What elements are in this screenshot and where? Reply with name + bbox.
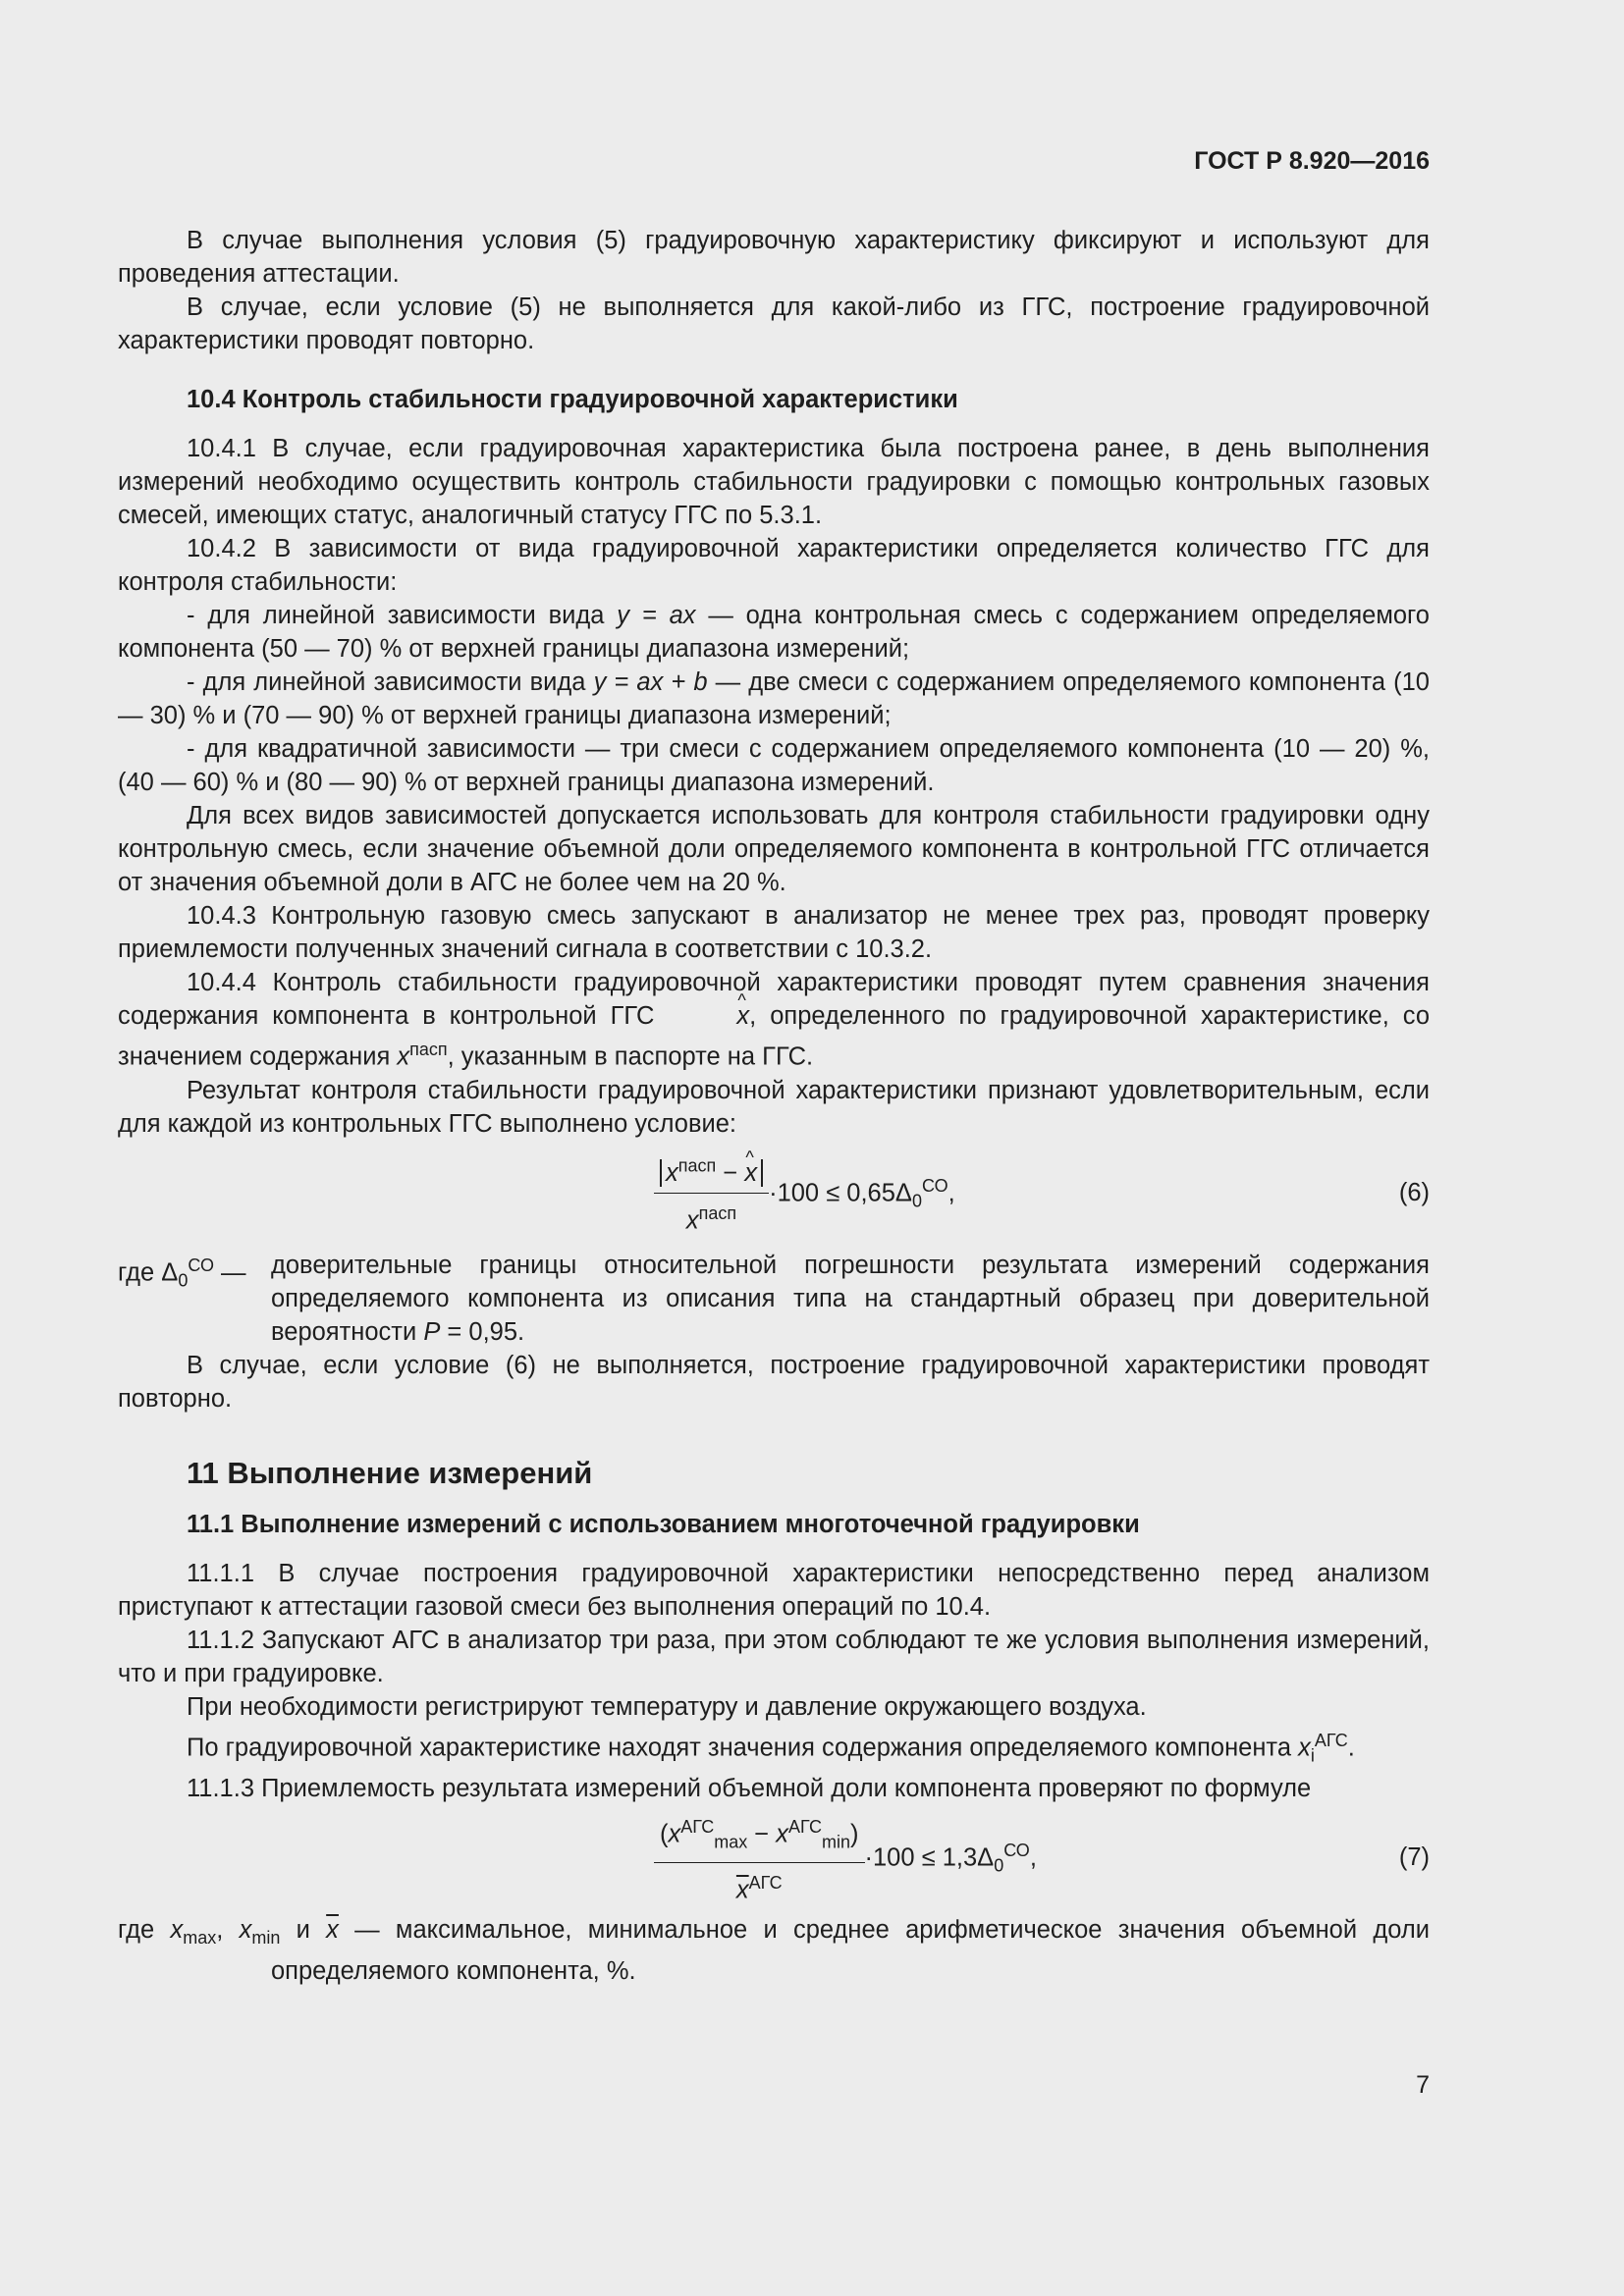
paragraph: 11.1.1 В случае построения градуировочной характеристики непосредственно перед анализом приступают к аттестации газовой смеси без выполнения операций по 10.4. [118,1559,1430,1621]
formula-explanation: где $x_{max}$, $x_{min}$ и $\overline{x}$ — максимальное, минимальное и среднее арифметическое значения объемной доли определяемого компонента, %. [118,1916,1430,1986]
section-heading-11: 11 Выполнение измерений [187,1455,593,1490]
document-code: ГОСТ Р 8.920—2016 [1194,147,1430,175]
list-item: - для квадратичной зависимости — три смеси с содержанием определяемого компонента (10 — 20) %, (40 — 60) % и (80 — 90) % от верхней границы диапазона измерений. [118,735,1430,796]
section-heading-10-4: 10.4 Контроль стабильности градуировочной характеристики [187,386,958,413]
paragraph: 10.4.3 Контрольную газовую смесь запускают в анализатор не менее трех раз, проводят проверку приемлемости полученных значений сигнала в соответствии с 10.3.2. [118,902,1430,963]
fraction: $\frac{(x^{АГС}_{max} - x^{АГС}_{min})}{\overline{x}^{АГС}}$ [654,1810,865,1906]
paragraph: При необходимости регистрируют температуру и давление окружающего воздуха. [187,1692,1147,1721]
paragraph: 10.4.1 В случае, если градуировочная характеристика была построена ранее, в день выполнения измерений необходимо осуществить контроль стабильности градуировки с помощью контрольных газовых смесей, имеющих статус, аналогичный статусу ГГС по 5.3.1. [118,435,1430,529]
formula-explanation: где $\Delta_0^{СО}$ — доверительные границы относительной погрешности результата измерений содержания определяемого компонента из описания типа на стандартный образец при доверительной вероятности P = 0,95. [118,1251,1430,1346]
page-number: 7 [1416,2071,1430,2099]
paragraph: Для всех видов зависимостей допускается использовать для контроля стабильности градуировки одну контрольную смесь, если значение объемной доли определяемого компонента в контрольной ГГС отличается от значения объемной доли в АГС не более чем на 20 %. [118,802,1430,896]
formula-6: $\frac{x^{пасп} - \^{} x}{x^{пасп}}$ $\cdot 100 \le 0,65\Delta_0^{СО}$, (6) [118,1147,1430,1241]
paragraph: 11.1.2 Запускают АГС в анализатор три раза, при этом соблюдают те же условия выполнения измерений, что и при градуировке. [118,1626,1430,1687]
formula-number: (7) [1398,1843,1430,1872]
paragraph: Результат контроля стабильности градуировочной характеристики признают удовлетворительным, если для каждой из контрольных ГГС выполнено условие: [118,1076,1430,1138]
fraction: $\frac{x^{пасп} - \^{} x}{x^{пасп}}$ [654,1149,769,1238]
paragraph: 10.4.4 Контроль стабильности градуировочной характеристики проводят путем сравнения значения содержания компонента в контрольной ГГС ^ x, определенного по градуировочной характеристике, со значением содержания $x^{пасп}$, указанным в паспорте на ГГС. [118,966,1430,1074]
paragraph: 11.1.3 Приемлемость результата измерений объемной доли компонента проверяют по формуле [187,1775,1312,1803]
paragraph: В случае выполнения условия (5) градуировочную характеристику фиксируют и используют для проведения аттестации. [118,227,1430,288]
list-item: - для линейной зависимости вида y = ax + b — две смеси с содержанием определяемого компонента (10 — 30) % и (70 — 90) % от верхней границы диапазона измерений; [118,668,1430,729]
paragraph: По градуировочной характеристике находят значения содержания определяемого компонента $x_i^{АГС}$. [187,1730,1355,1766]
paragraph: 10.4.2 В зависимости от вида градуировочной характеристики определяется количество ГГС для контроля стабильности: [118,535,1430,596]
formula-7: $\frac{(x^{АГС}_{max} - x^{АГС}_{min})}{\overline{x}^{АГС}}$ $\cdot 100 \le 1,3\Delta_0^{СО}$, (7) [118,1811,1430,1905]
list-item: - для линейной зависимости вида y = ax — одна контрольная смесь с содержанием определяемого компонента (50 — 70) % от верхней границы диапазона измерений; [118,602,1430,663]
paragraph: В случае, если условие (6) не выполняется, построение градуировочной характеристики проводят повторно. [118,1351,1430,1413]
paragraph: В случае, если условие (5) не выполняется для какой-либо из ГГС, построение градуировочной характеристики проводят повторно. [118,294,1430,354]
section-heading-11-1: 11.1 Выполнение измерений с использованием многоточечной градуировки [187,1510,1140,1538]
formula-number: (6) [1398,1178,1430,1206]
page-body [118,224,1430,1988]
